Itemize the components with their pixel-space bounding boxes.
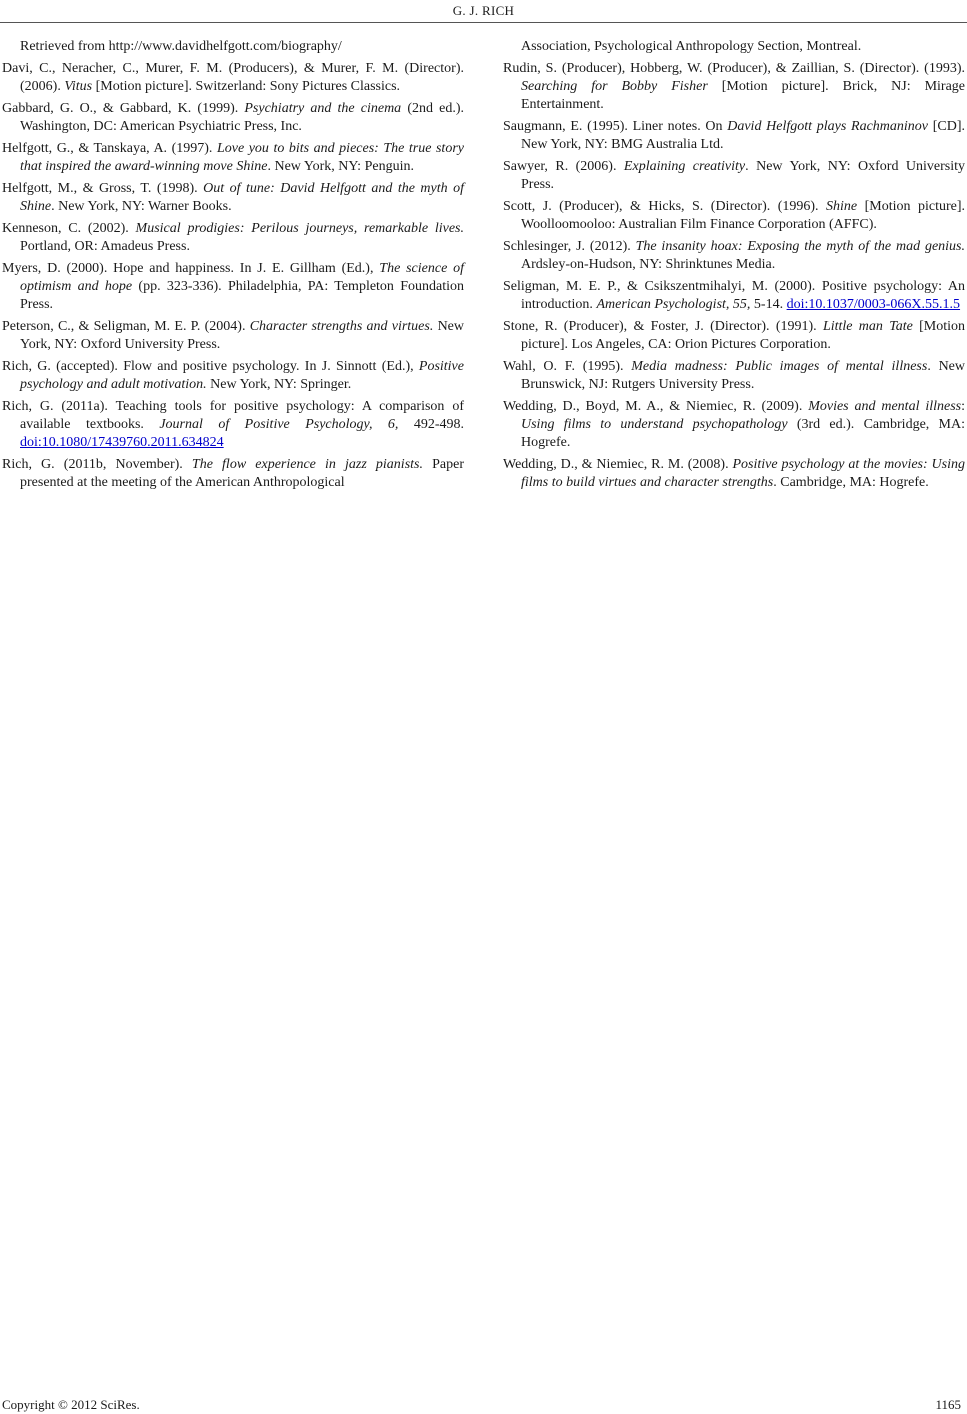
reference-text: [Motion picture]. Switzerland: Sony Pictures Classics. [92, 79, 401, 94]
reference-text: [Motion picture]. Brick, NJ: Mirage Entertainment. [521, 79, 966, 112]
reference-title: Shine [826, 199, 858, 214]
reference-entry [2, 398, 464, 452]
page-number: 1165 [935, 1397, 961, 1412]
reference-entry [503, 238, 965, 274]
reference-text: 492-498. [398, 417, 464, 432]
reference-text: 5-14. [750, 297, 787, 312]
reference-text: [Motion picture]. Woolloomooloo: Australian Film Finance Corporation (AFFC). [521, 199, 966, 232]
reference-title: Positive psychology at the movies: Using films to build virtues and character strengths [521, 457, 965, 490]
reference-entry [2, 140, 464, 176]
reference-text: Helfgott, G., & Tanskaya, A. (1997). [2, 141, 217, 156]
reference-title: Movies and mental illness [808, 399, 962, 414]
reference-entry [2, 456, 464, 492]
reference-text: Rudin, S. (Producer), Hobberg, W. (Producer), & Zaillian, S. (Director). (1993). [503, 61, 965, 76]
reference-text: Saugmann, E. (1995). Liner notes. On [503, 119, 728, 134]
reference-entry [2, 180, 464, 216]
reference-text: Scott, J. (Producer), & Hicks, S. (Director). (1996). [503, 199, 827, 214]
reference-title: Love you to bits and pieces: The true story that inspired the award-winning move Shine [20, 141, 464, 174]
reference-text: Sawyer, R. (2006). [503, 159, 624, 174]
reference-entry [503, 118, 965, 154]
reference-entry [2, 100, 464, 136]
reference-title: Journal of Positive Psychology, 6, [159, 417, 399, 432]
reference-text: . New York, NY: Oxford University Press. [521, 159, 965, 192]
reference-title: American Psychologist, 55, [596, 297, 751, 312]
reference-text: (2nd ed.). Washington, DC: American Psychiatric Press, Inc. [20, 101, 464, 134]
reference-title: Using films to understand psychopathology [521, 417, 788, 432]
reference-title: Media madness: Public images of mental illness [631, 359, 928, 374]
reference-text: Wahl, O. F. (1995). [503, 359, 632, 374]
reference-text: Helfgott, M., & Gross, T. (1998). [2, 181, 204, 196]
reference-title: Little man Tate [822, 319, 913, 334]
reference-title: The science of optimism and hope [20, 261, 464, 294]
reference-text: Davi, C., Neracher, C., Murer, F. M. (Producers), & Murer, F. M. (Director). (2006). [2, 61, 464, 94]
reference-text: . New York, NY: Warner Books. [51, 199, 232, 214]
reference-title: Musical prodigies: Perilous journeys, remarkable lives. [135, 221, 464, 236]
reference-text: [Motion picture]. Los Angeles, CA: Orion Pictures Corporation. [521, 319, 965, 352]
reference-entry [2, 318, 464, 354]
reference-text: Gabbard, G. O., & Gabbard, K. (1999). [2, 101, 245, 116]
reference-text: New York, NY: Springer. [206, 377, 352, 392]
copyright-notice: Copyright © 2012 SciRes. [2, 1397, 140, 1412]
reference-entry [503, 318, 965, 354]
reference-title: The insanity hoax: Exposing the myth of the mad genius. [635, 239, 965, 254]
references-left-column [2, 38, 464, 496]
reference-title: Vitus [64, 79, 93, 94]
doi-link[interactable]: doi:10.1080/17439760.2011.634824 [20, 435, 224, 450]
reference-entry [2, 60, 464, 96]
reference-entry [503, 358, 965, 394]
reference-text: Schlesinger, J. (2012). [503, 239, 636, 254]
running-head: G. J. RICH [452, 3, 515, 18]
reference-title: Explaining creativity [623, 159, 746, 174]
reference-title: Character strengths and virtues. [249, 319, 434, 334]
reference-title: Psychiatry and the cinema [244, 101, 402, 116]
reference-entry [2, 38, 464, 56]
reference-title: Searching for Bobby Fisher [521, 79, 708, 94]
reference-text: Wedding, D., Boyd, M. A., & Niemiec, R. (2009). [503, 399, 809, 414]
doi-link[interactable]: doi:10.1037/0003-066X.55.1.5 [786, 297, 961, 312]
reference-text: Peterson, C., & Seligman, M. E. P. (2004). [2, 319, 250, 334]
reference-text: Kenneson, C. (2002). [2, 221, 136, 236]
reference-text: New York, NY: Oxford University Press. [20, 319, 465, 352]
page-footer [0, 1396, 967, 1414]
reference-text: Paper presented at the meeting of the American Anthropological [20, 457, 464, 490]
reference-entry [503, 398, 965, 452]
reference-title: The flow experience in jazz pianists. [191, 457, 423, 472]
reference-entry [503, 198, 965, 234]
reference-entry [503, 60, 965, 114]
header-divider [0, 22, 967, 23]
reference-text: Myers, D. (2000). Hope and happiness. In J. E. Gillham (Ed.), [2, 261, 380, 276]
reference-text: Association, Psychological Anthropology Section, Montreal. [521, 39, 862, 54]
reference-text: Rich, G. (2011a). Teaching tools for positive psychology: A comparison of available textbooks. [2, 399, 464, 432]
reference-entry [503, 278, 965, 314]
reference-text: Rich, G. (accepted). Flow and positive psychology. In J. Sinnott (Ed.), [2, 359, 419, 374]
reference-text: . Cambridge, MA: Hogrefe. [773, 475, 929, 490]
reference-title: Out of tune: David Helfgott and the myth of Shine [20, 181, 464, 214]
reference-text: Seligman, M. E. P., & Csikszentmihalyi, M. (2000). Positive psychology: An introduction. [503, 279, 965, 312]
reference-text: Wedding, D., & Niemiec, R. M. (2008). [503, 457, 733, 472]
reference-entry [2, 260, 464, 314]
reference-text: Portland, OR: Amadeus Press. [20, 239, 190, 254]
reference-text: Ardsley-on-Hudson, NY: Shrinktunes Media. [521, 257, 776, 272]
reference-title: Positive psychology and adult motivation. [20, 359, 464, 392]
reference-entry [503, 456, 965, 492]
reference-entry [503, 158, 965, 194]
reference-entry [503, 38, 965, 56]
reference-text: [CD]. New York, NY: BMG Australia Ltd. [521, 119, 965, 152]
reference-text: (3rd ed.). Cambridge, MA: Hogrefe. [521, 417, 966, 450]
reference-text: (pp. 323-336). Philadelphia, PA: Templeton Foundation Press. [20, 279, 464, 312]
reference-text: Stone, R. (Producer), & Foster, J. (Director). (1991). [503, 319, 823, 334]
reference-text: : [961, 399, 966, 414]
reference-text: Retrieved from http://www.davidhelfgott.com/biography/ [20, 39, 342, 54]
reference-entry [2, 358, 464, 394]
reference-text: Rich, G. (2011b, November). [2, 457, 192, 472]
references-right-column [503, 38, 965, 496]
reference-text: . New Brunswick, NJ: Rutgers University Press. [521, 359, 966, 392]
reference-entry [2, 220, 464, 256]
reference-text: . New York, NY: Penguin. [267, 159, 414, 174]
reference-title: David Helfgott plays Rachmaninov [727, 119, 928, 134]
